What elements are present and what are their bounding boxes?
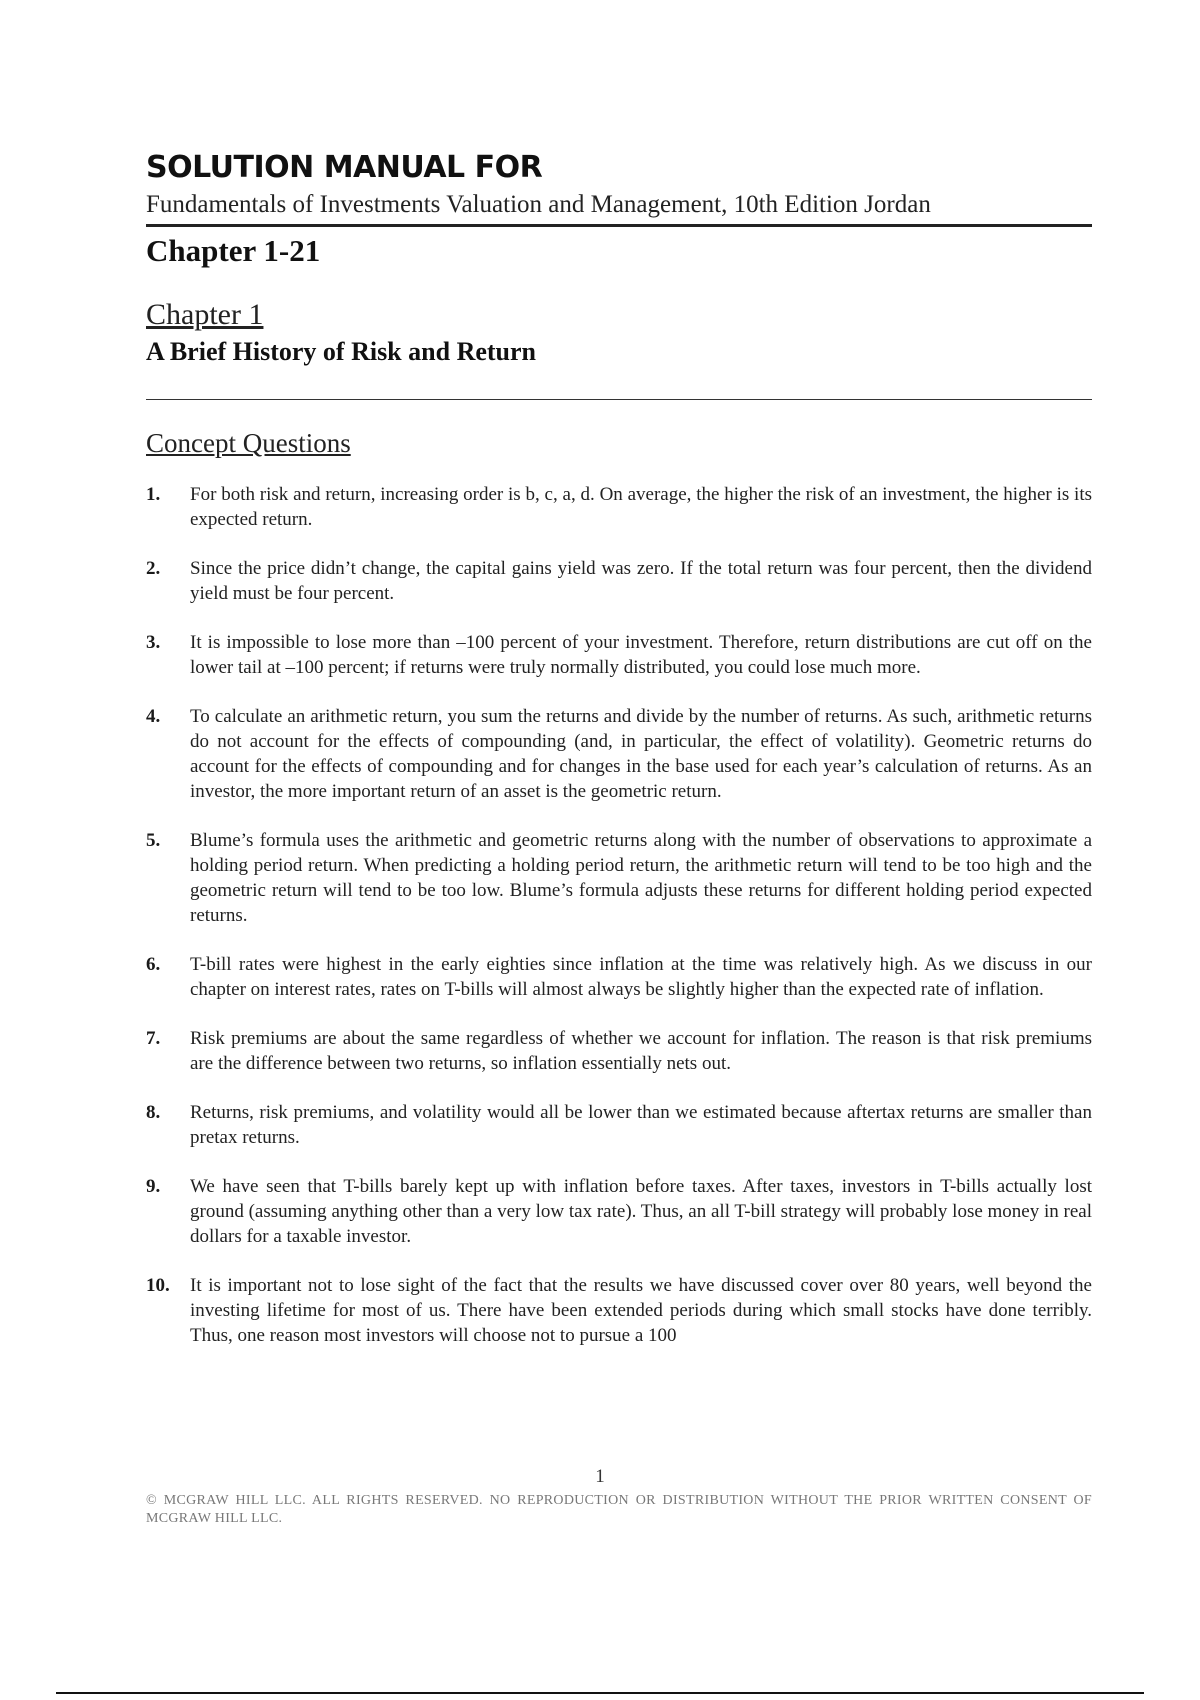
question-answer: Returns, risk premiums, and volatility would all be lower than we estimated because aftertax returns are smaller than pretax returns. (190, 1102, 1092, 1148)
question-answer: Since the price didn’t change, the capital gains yield was zero. If the total return was four percent, then the dividend yield must be four percent. (190, 558, 1092, 604)
question-number: 10. (146, 1275, 170, 1296)
question-item (146, 556, 1092, 606)
question-item (146, 952, 1092, 1002)
document-page (146, 150, 1092, 1372)
question-answer: To calculate an arithmetic return, you sum the returns and divide by the number of returns. As such, arithmetic returns do not account for the effects of compounding (and, in particular, the effect of volatility). Geometric returns do account for the effects of compounding and for changes in the base used for each year’s calculation of returns. As an investor, the more important return of an asset is the geometric return. (190, 706, 1092, 802)
book-subtitle: Fundamentals of Investments Valuation and Management, 10th Edition Jordan (146, 188, 1092, 227)
question-item (146, 1174, 1092, 1249)
question-item (146, 704, 1092, 804)
question-item (146, 1273, 1092, 1348)
page-number: 1 (595, 1466, 605, 1487)
copyright-notice: © MCGRAW HILL LLC. ALL RIGHTS RESERVED. NO REPRODUCTION OR DISTRIBUTION WITHOUT THE PRIOR WRITTEN CONSENT OF MCGRAW HILL LLC. (146, 1493, 1092, 1526)
question-answer: We have seen that T-bills barely kept up with inflation before taxes. After taxes, investors in T-bills actually lost ground (assuming anything other than a very low tax rate). Thus, an all T-bill strategy will probably lose money in real dollars for a taxable investor. (190, 1176, 1092, 1247)
question-item (146, 1100, 1092, 1150)
question-answer: It is impossible to lose more than –100 percent of your investment. Therefore, return distributions are cut off on the lower tail at –100 percent; if returns were truly normally distributed, you could lose much more. (190, 632, 1092, 678)
question-number: 2. (146, 558, 161, 579)
question-number: 3. (146, 632, 161, 653)
question-answer: Risk premiums are about the same regardless of whether we account for inflation. The reason is that risk premiums are the difference between two returns, so inflation essentially nets out. (190, 1028, 1092, 1074)
page-bottom-rule (56, 1692, 1144, 1694)
question-list (146, 482, 1092, 1348)
chapter-title: A Brief History of Risk and Return (146, 337, 536, 366)
question-answer: T-bill rates were highest in the early eighties since inflation at the time was relatively high. As we discuss in our chapter on interest rates, rates on T-bills will almost always be slightly higher than the expected rate of inflation. (190, 954, 1092, 1000)
question-item (146, 482, 1092, 532)
question-number: 8. (146, 1102, 161, 1123)
question-item (146, 630, 1092, 680)
question-number: 4. (146, 706, 161, 727)
section-heading: Concept Questions (146, 428, 351, 458)
question-answer: Blume’s formula uses the arithmetic and geometric returns along with the number of observations to approximate a holding period return. When predicting a holding period return, the arithmetic return will tend to be too high and the geometric return will tend to be too low. Blume’s formula adjusts these returns for different holding period expected returns. (190, 830, 1092, 926)
question-number: 1. (146, 484, 161, 505)
question-answer: It is important not to lose sight of the fact that the results we have discussed cover over 80 years, well beyond the investing lifetime for most of us. There have been extended periods during which small stocks have done terribly. Thus, one reason most investors will choose not to pursue a 100 (190, 1275, 1092, 1346)
question-item (146, 828, 1092, 928)
question-number: 7. (146, 1028, 161, 1049)
section-divider (146, 399, 1092, 400)
chapter-label: Chapter 1 (146, 298, 264, 331)
document-title: SOLUTION MANUAL FOR (146, 150, 543, 185)
question-number: 9. (146, 1176, 161, 1197)
question-item (146, 1026, 1092, 1076)
question-answer: For both risk and return, increasing order is b, c, a, d. On average, the higher the risk of an investment, the higher is its expected return. (190, 484, 1092, 530)
chapter-range: Chapter 1-21 (146, 233, 321, 268)
question-number: 6. (146, 954, 161, 975)
question-number: 5. (146, 830, 161, 851)
